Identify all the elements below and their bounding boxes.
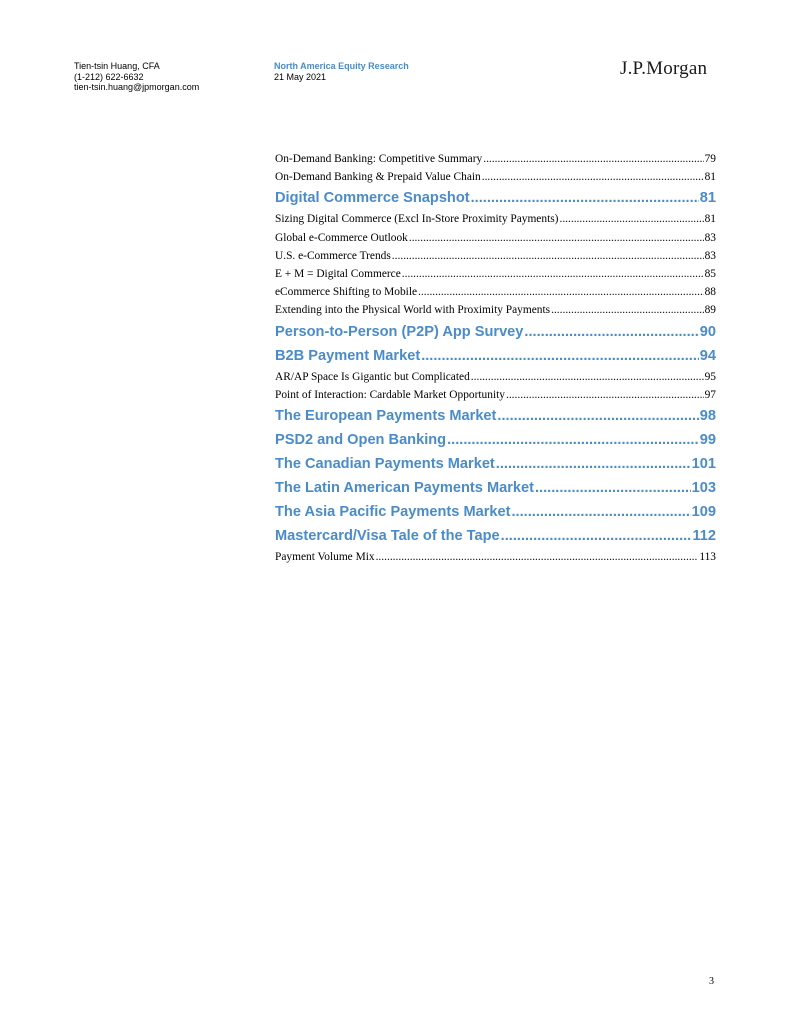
toc-entry-title: On-Demand Banking: Competitive Summary <box>275 153 483 165</box>
toc-section-link[interactable] <box>275 320 716 344</box>
toc-section-link[interactable] <box>275 500 716 524</box>
toc-section-link[interactable] <box>275 476 716 500</box>
toc-entry-page: 112 <box>692 527 716 544</box>
toc-subsection-link[interactable] <box>275 150 716 168</box>
toc-dot-leader <box>496 452 691 476</box>
toc-entry-page: 83 <box>704 249 716 262</box>
toc-dot-leader <box>535 476 691 500</box>
toc-dot-leader <box>418 283 704 301</box>
toc-entry-title: Mastercard/Visa Tale of the Tape <box>275 527 500 544</box>
toc-entry-title: U.S. e-Commerce Trends <box>275 249 391 262</box>
toc-dot-leader <box>483 150 703 168</box>
toc-dot-leader <box>501 524 692 548</box>
toc-entry-page: 89 <box>704 304 716 317</box>
jpmorgan-logo: J.P.Morgan <box>620 58 708 79</box>
toc-dot-leader <box>402 265 704 283</box>
toc-subsection-link[interactable] <box>275 283 716 301</box>
toc-subsection-link[interactable] <box>275 265 716 283</box>
toc-subsection-link[interactable] <box>275 386 716 404</box>
author-name: Tien-tsin Huang, CFA <box>74 61 160 71</box>
research-info <box>274 61 409 82</box>
toc-section-link[interactable] <box>275 524 716 548</box>
toc-entry-title: PSD2 and Open Banking <box>275 431 447 448</box>
toc-entry-page: 99 <box>699 431 716 448</box>
toc-dot-leader <box>482 168 704 186</box>
toc-entry-title: Person-to-Person (P2P) App Survey <box>275 323 524 340</box>
toc-section-link[interactable] <box>275 404 716 428</box>
department-label: North America Equity Research <box>274 61 409 71</box>
page-number: 3 <box>709 976 714 987</box>
toc-dot-leader <box>409 229 704 247</box>
toc-entry-page: 85 <box>704 267 716 280</box>
toc-dot-leader <box>376 548 699 566</box>
toc-entry-title: The Canadian Payments Market <box>275 455 495 472</box>
toc-entry-page: 83 <box>704 231 716 244</box>
toc-entry-title: The European Payments Market <box>275 407 497 424</box>
toc-entry-title: AR/AP Space Is Gigantic but Complicated <box>275 370 470 383</box>
toc-subsection-link[interactable] <box>275 368 716 386</box>
toc-entry-page: 95 <box>704 370 716 383</box>
toc-entry-title: Sizing Digital Commerce (Excl In-Store Proximity Payments) <box>275 213 559 226</box>
toc-entry-page: 98 <box>699 407 716 424</box>
toc-subsection-link[interactable] <box>275 247 716 265</box>
toc-subsection-link[interactable] <box>275 548 716 566</box>
toc-subsection-link[interactable] <box>275 168 716 186</box>
toc-dot-leader <box>471 368 704 386</box>
toc-entry-page: 81 <box>704 171 716 184</box>
toc-entry-title: The Asia Pacific Payments Market <box>275 503 511 520</box>
toc-entry-page: 101 <box>691 455 716 472</box>
toc-entry-title: B2B Payment Market <box>275 347 421 364</box>
toc-dot-leader <box>506 386 704 404</box>
toc-section-link[interactable] <box>275 186 716 210</box>
toc-dot-leader <box>392 247 704 265</box>
toc-subsection-link[interactable] <box>275 301 716 319</box>
toc-section-link[interactable] <box>275 344 716 368</box>
toc-entry-page: 109 <box>691 503 716 520</box>
toc-subsection-link[interactable] <box>275 229 716 247</box>
toc-entry-page: 81 <box>699 190 716 207</box>
toc-dot-leader <box>447 428 699 452</box>
toc-entry-page: 94 <box>699 347 716 364</box>
toc-entry-page: 113 <box>699 550 716 563</box>
toc-entry-title: Digital Commerce Snapshot <box>275 190 470 207</box>
toc-entry-title: Extending into the Physical World with Proximity Payments <box>275 304 551 317</box>
toc-dot-leader <box>512 500 691 524</box>
author-phone: (1-212) 622-6632 <box>74 71 144 82</box>
toc-entry-page: 97 <box>704 388 716 401</box>
toc-section-link[interactable] <box>275 452 716 476</box>
toc-entry-page: 81 <box>704 213 716 226</box>
toc-dot-leader <box>471 186 699 210</box>
author-email[interactable]: tien-tsin.huang@jpmorgan.com <box>74 82 200 92</box>
toc-entry-title: eCommerce Shifting to Mobile <box>275 286 418 299</box>
report-date: 21 May 2021 <box>274 71 327 82</box>
toc-dot-leader <box>524 320 698 344</box>
toc-section-link[interactable] <box>275 428 716 452</box>
toc-dot-leader <box>421 344 699 368</box>
author-info <box>74 61 199 93</box>
toc-entry-page: 90 <box>699 323 716 340</box>
toc-entry-page: 103 <box>691 479 716 496</box>
toc-entry-title: Point of Interaction: Cardable Market Opportunity <box>275 388 505 401</box>
toc-entry-page: 79 <box>704 153 716 165</box>
table-of-contents <box>275 150 716 566</box>
toc-entry-title: E + M = Digital Commerce <box>275 267 401 280</box>
toc-entry-page: 88 <box>704 286 716 299</box>
toc-dot-leader <box>559 210 703 228</box>
toc-entry-title: The Latin American Payments Market <box>275 479 534 496</box>
toc-entry-title: On-Demand Banking & Prepaid Value Chain <box>275 171 481 184</box>
toc-dot-leader <box>551 301 704 319</box>
toc-entry-title: Payment Volume Mix <box>275 550 375 563</box>
toc-entry-title: Global e-Commerce Outlook <box>275 231 408 244</box>
toc-dot-leader <box>497 404 698 428</box>
toc-subsection-link[interactable] <box>275 210 716 228</box>
